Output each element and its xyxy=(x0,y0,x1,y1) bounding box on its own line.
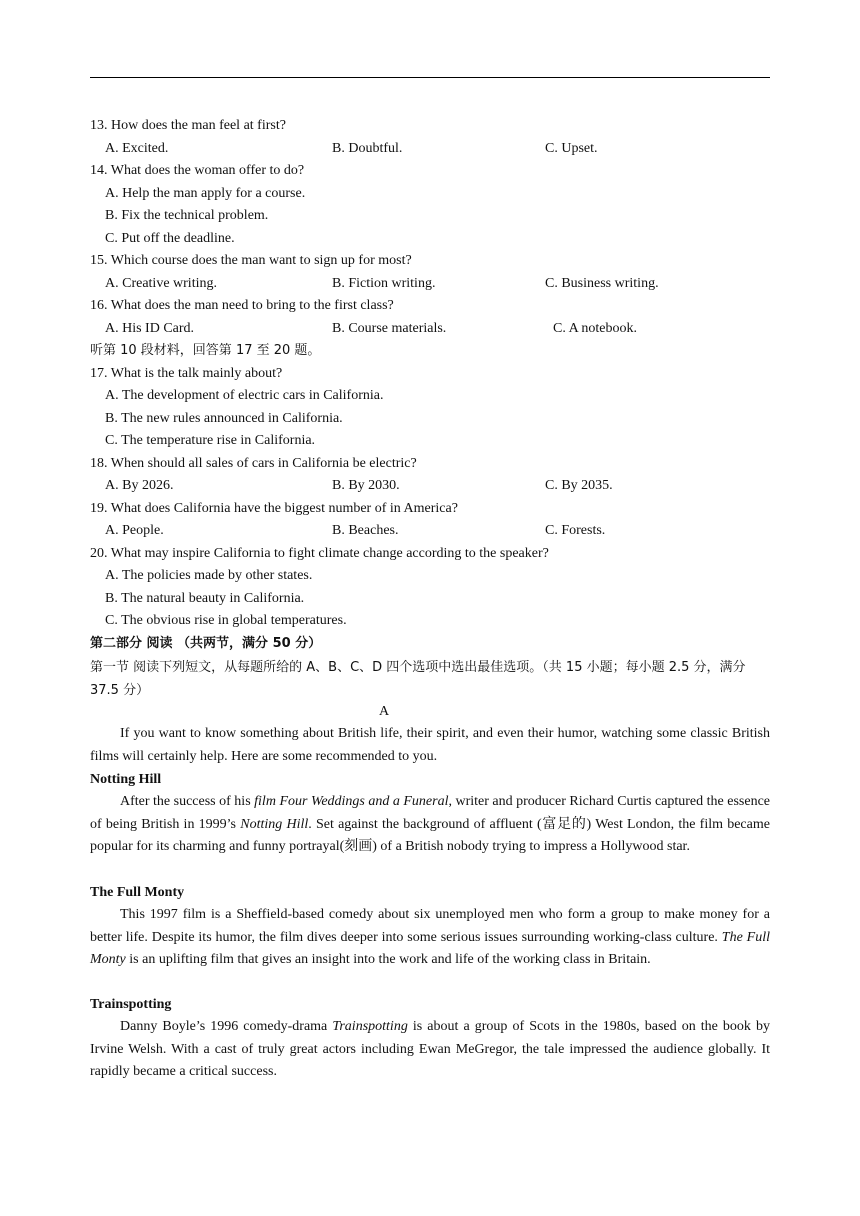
film-2-paragraph: This 1997 film is a Sheffield-based comedy about six unemployed men who form a group to make money for a better life. Despite its humor, the film dives deeper into some serious issues surrounding working-class culture. The Full Monty is an uplifting film that gives an insight into the work and life of the working class in Britain. xyxy=(90,907,770,967)
film-2-text xyxy=(90,904,770,972)
option-b: B. Fiction writing. xyxy=(332,276,436,291)
question-17-stem: 17. What is the talk mainly about? xyxy=(90,366,283,381)
question-20-stem: 20. What may inspire California to fight climate change according to the speaker? xyxy=(90,546,549,561)
question-19-options xyxy=(105,522,770,540)
film-2-title: The Full Monty xyxy=(90,885,185,900)
option-c: C. A notebook. xyxy=(553,321,638,336)
option-b: B. Course materials. xyxy=(332,321,447,336)
part2-title: 第二部分 阅读 （共两节，满分 50 分） xyxy=(90,636,322,651)
question-13-options xyxy=(105,140,770,158)
question-14-option-b: B. Fix the technical problem. xyxy=(105,208,269,223)
question-16-options xyxy=(105,320,770,338)
question-14-option-a: A. Help the man apply for a course. xyxy=(105,186,306,201)
question-14-stem: 14. What does the woman offer to do? xyxy=(90,163,305,178)
question-20-option-b: B. The natural beauty in California. xyxy=(105,591,305,606)
question-15-options xyxy=(105,275,770,293)
question-20-option-c: C. The obvious rise in global temperatures. xyxy=(105,613,347,628)
question-16-stem: 16. What does the man need to bring to the first class? xyxy=(90,298,394,313)
option-b: B. Doubtful. xyxy=(332,141,403,156)
question-13-stem: 13. How does the man feel at first? xyxy=(90,118,286,133)
listening-instruction-10: 听第 10 段材料，回答第 17 至 20 题。 xyxy=(90,343,321,358)
film-1-text xyxy=(90,791,770,859)
option-b: B. By 2030. xyxy=(332,478,400,493)
question-19-stem: 19. What does California have the biggest number of in America? xyxy=(90,501,458,516)
option-a: A. By 2026. xyxy=(105,478,174,493)
film-3-paragraph: Danny Boyle’s 1996 comedy-drama Trainspotting is about a group of Scots in the 1980s, based on the book by Irvine Welsh. With a cast of truly great actors including Ewan MeGregor, the tale impressed the audience globally. It rapidly became a critical success. xyxy=(90,1019,770,1079)
question-15-stem: 15. Which course does the man want to sign up for most? xyxy=(90,253,412,268)
question-18-options xyxy=(105,477,770,495)
question-17-option-b: B. The new rules announced in California. xyxy=(105,411,343,426)
option-c: C. Upset. xyxy=(545,141,598,156)
question-14-option-c: C. Put off the deadline. xyxy=(105,231,235,246)
option-a: A. Creative writing. xyxy=(105,276,217,291)
question-17-option-c: C. The temperature rise in California. xyxy=(105,433,316,448)
option-c: C. Business writing. xyxy=(545,276,659,291)
passage-letter: A xyxy=(378,704,390,719)
film-1-paragraph: After the success of his film Four Weddings and a Funeral, writer and producer Richard Curtis captured the essence of being British in 1999’s Notting Hill. Set against the background of affluent (富足的) West London, the film became popular for its charming and funny portrayal(刻画) of a British nobody trying to impress a Hollywood star. xyxy=(90,794,770,854)
intro-paragraph: If you want to know something about British life, their spirit, and even their humor, watching some classic British films will certainly help. Here are some recommended to you. xyxy=(90,726,770,764)
question-20-option-a: A. The policies made by other states. xyxy=(105,568,313,583)
option-c: C. Forests. xyxy=(545,523,606,538)
option-a: A. His ID Card. xyxy=(105,321,195,336)
option-c: C. By 2035. xyxy=(545,478,613,493)
question-17-option-a: A. The development of electric cars in California. xyxy=(105,388,384,403)
film-3-text xyxy=(90,1016,770,1084)
option-a: A. People. xyxy=(105,523,164,538)
option-a: A. Excited. xyxy=(105,141,169,156)
film-3-title: Trainspotting xyxy=(90,997,172,1012)
section1-instruction: 第一节 阅读下列短文，从每题所给的 A、B、C、D 四个选项中选出最佳选项。（共 15 小题；每小题 2.5 分，满分 37.5 分） xyxy=(90,660,746,698)
header-rule xyxy=(90,77,770,78)
passage-intro xyxy=(90,723,770,768)
option-b: B. Beaches. xyxy=(332,523,399,538)
film-1-title: Notting Hill xyxy=(90,772,162,787)
question-18-stem: 18. When should all sales of cars in California be electric? xyxy=(90,456,417,471)
